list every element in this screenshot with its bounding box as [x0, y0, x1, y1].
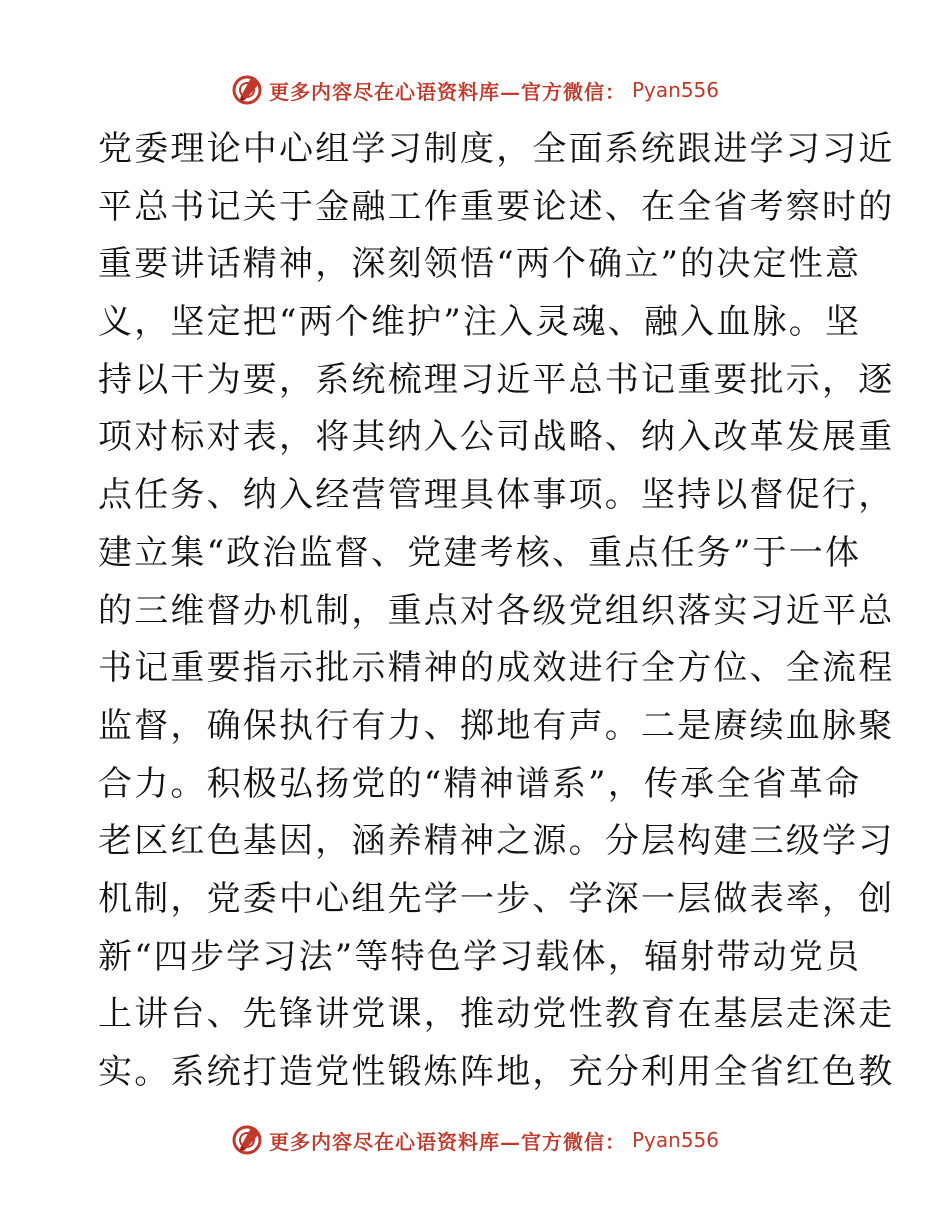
red-pen-circle-logo-icon: [231, 1124, 263, 1156]
text-line: 的三维督办机制，重点对各级党组织落实习近平总: [98, 590, 895, 631]
text-line: 党委理论中心组学习制度，全面系统跟进学习习近: [98, 129, 895, 169]
watermark-account: Pyan556: [631, 1128, 719, 1152]
text-line: 平总书记关于金融工作重要论述、在全省考察时的: [98, 186, 895, 227]
text-line: 机制，党委中心组先学一步、学深一层做表率，创: [98, 878, 895, 919]
text-line: 建立集“政治监督、党建考核、重点任务”于一体: [98, 532, 862, 573]
text-line: 重要讲话精神，深刻领悟“两个确立”的决定性意: [98, 244, 862, 285]
text-line: 监督，确保执行有力、掷地有声。二是赓续血脉聚: [98, 705, 895, 746]
footer-watermark: [0, 1122, 950, 1158]
watermark-text: 更多内容尽在心语资料库—官方微信：: [268, 1129, 626, 1154]
document-body: [98, 121, 895, 1102]
text-line: 书记重要指示批示精神的成效进行全方位、全流程: [98, 648, 895, 689]
text-line: 义，坚定把“两个维护”注入灵魂、融入血脉。坚: [98, 302, 862, 343]
text-line: 持以干为要，系统梳理习近平总书记重要批示，逐: [98, 359, 895, 400]
text-line: 点任务、纳入经营管理具体事项。坚持以督促行，: [98, 475, 895, 516]
watermark-account: Pyan556: [631, 78, 719, 102]
text-line: 上讲台、先锋讲党课，推动党性教育在基层走深走: [98, 994, 895, 1035]
text-line: 实。系统打造党性锻炼阵地，充分利用全省红色教: [98, 1052, 895, 1092]
text-line: 老区红色基因，涵养精神之源。分层构建三级学习: [98, 821, 895, 862]
red-pen-circle-logo-icon: [231, 74, 263, 106]
text-line: 合力。积极弘扬党的“精神谱系”，传承全省革命: [98, 763, 862, 804]
watermark-text: 更多内容尽在心语资料库—官方微信：: [268, 79, 626, 104]
text-line: 新“四步学习法”等特色学习载体，辐射带动党员: [98, 936, 862, 977]
text-line: 项对标对表，将其纳入公司战略、纳入改革发展重: [98, 417, 895, 458]
header-watermark: [0, 72, 950, 108]
